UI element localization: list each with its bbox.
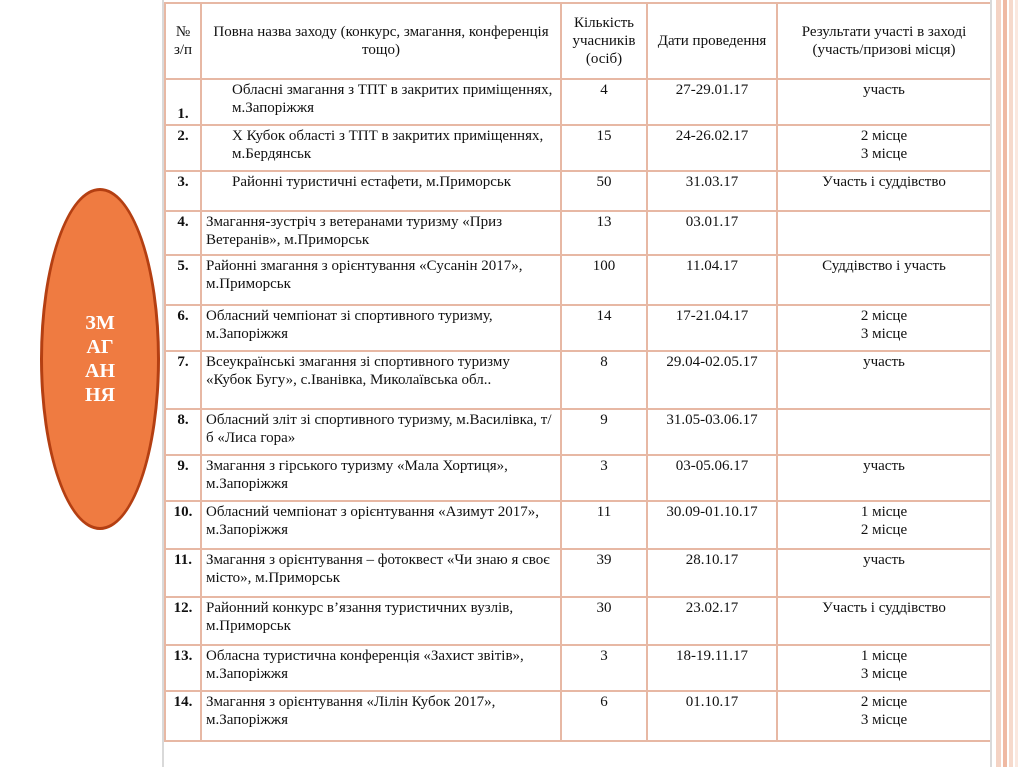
participant-count-text: 50 <box>596 174 612 190</box>
event-dates <box>647 255 777 305</box>
row-number-text: 14. <box>173 694 193 710</box>
event-name-text: Змагання-зустріч з ветеранами туризму «Приз Ветеранів», м.Приморськ <box>206 214 503 248</box>
event-dates-text: 31.05-03.06.17 <box>666 412 758 428</box>
header-name: Повна назва заходу (конкурс, змагання, конференція тощо) <box>201 3 561 79</box>
event-name <box>201 125 561 171</box>
event-result <box>777 549 991 597</box>
event-dates <box>647 501 777 549</box>
decorative-stripe <box>996 0 1001 767</box>
event-dates-text: 03-05.06.17 <box>675 458 749 474</box>
event-result <box>777 79 991 125</box>
event-result <box>777 305 991 351</box>
participant-count-text: 4 <box>600 82 608 98</box>
event-name <box>201 351 561 409</box>
row-number-text: 5. <box>177 258 189 274</box>
event-dates-text: 11.04.17 <box>686 258 738 274</box>
row-number <box>165 255 201 305</box>
event-result <box>777 455 991 501</box>
participant-count-text: 13 <box>596 214 612 230</box>
event-result <box>777 501 991 549</box>
row-number <box>165 125 201 171</box>
participant-count <box>561 305 647 351</box>
competitions-table <box>164 2 992 742</box>
event-name-text: Районний конкурс в’язання туристичних вузлів, м.Приморськ <box>206 600 514 634</box>
participant-count <box>561 691 647 741</box>
event-result-text: Участь і суддівство <box>822 600 946 616</box>
event-dates <box>647 597 777 645</box>
row-number-text: 3. <box>177 174 189 190</box>
row-number <box>165 305 201 351</box>
table-row <box>165 79 991 125</box>
row-number <box>165 351 201 409</box>
event-dates <box>647 645 777 691</box>
participant-count <box>561 211 647 255</box>
event-name <box>201 171 561 211</box>
row-number-text: 13. <box>173 648 193 664</box>
event-name <box>201 305 561 351</box>
event-result-text: 1 місце 2 місце <box>860 504 908 538</box>
event-result-text: 2 місце 3 місце <box>860 308 908 342</box>
event-result <box>777 125 991 171</box>
event-name-text: Обласні змагання з ТПТ в закритих приміщеннях, м.Запоріжжя <box>232 82 553 116</box>
participant-count <box>561 79 647 125</box>
table-row <box>165 409 991 455</box>
event-result <box>777 211 991 255</box>
participant-count-text: 8 <box>600 354 608 370</box>
row-number <box>165 171 201 211</box>
participant-count-text: 3 <box>600 648 608 664</box>
participant-count <box>561 125 647 171</box>
event-dates-text: 23.02.17 <box>685 600 739 616</box>
decorative-stripe <box>1015 0 1018 767</box>
participant-count <box>561 501 647 549</box>
event-name-text: Районні туристичні естафети, м.Приморськ <box>232 174 512 190</box>
event-dates <box>647 691 777 741</box>
row-number-text: 7. <box>177 354 189 370</box>
event-name-text: Обласна туристична конференція «Захист звітів», м.Запоріжжя <box>206 648 524 682</box>
event-name-text: Обласний зліт зі спортивного туризму, м.Василівка, т/б «Лиса гора» <box>206 412 552 446</box>
event-name-text: Районні змагання з орієнтування «Сусанін 2017», м.Приморськ <box>206 258 523 292</box>
row-number-text: 8. <box>177 412 189 428</box>
participant-count <box>561 171 647 211</box>
event-result <box>777 691 991 741</box>
event-dates <box>647 305 777 351</box>
event-name <box>201 211 561 255</box>
participant-count-text: 9 <box>600 412 608 428</box>
table-row <box>165 125 991 171</box>
participant-count <box>561 597 647 645</box>
event-result <box>777 645 991 691</box>
row-number <box>165 597 201 645</box>
event-dates-text: 28.10.17 <box>685 552 739 568</box>
table-row <box>165 597 991 645</box>
event-result <box>777 171 991 211</box>
event-dates-text: 18-19.11.17 <box>676 648 748 664</box>
header-dates: Дати проведення <box>647 3 777 79</box>
event-dates-text: 01.10.17 <box>685 694 739 710</box>
row-number-text: 2. <box>177 128 189 144</box>
row-number-text: 11. <box>174 552 192 568</box>
event-dates-text: 30.09-01.10.17 <box>666 504 758 520</box>
participant-count <box>561 255 647 305</box>
row-number <box>165 501 201 549</box>
table-row <box>165 455 991 501</box>
event-name <box>201 79 561 125</box>
event-dates <box>647 351 777 409</box>
event-result-text: Участь і суддівство <box>822 174 946 190</box>
participant-count <box>561 409 647 455</box>
participant-count-text: 14 <box>596 308 612 324</box>
event-dates <box>647 211 777 255</box>
participant-count-text: 3 <box>600 458 608 474</box>
row-number-text: 10. <box>173 504 193 520</box>
event-result-text: 1 місце 3 місце <box>860 648 908 682</box>
participant-count-text: 11 <box>596 504 612 520</box>
event-dates-text: 29.04-02.05.17 <box>666 354 758 370</box>
event-name-text: Змагання з гірського туризму «Мала Хортиця», м.Запоріжжя <box>206 458 508 492</box>
participant-count-text: 15 <box>596 128 612 144</box>
event-name <box>201 501 561 549</box>
table-row <box>165 691 991 741</box>
table-row <box>165 351 991 409</box>
event-result-text: участь <box>863 458 905 474</box>
row-number <box>165 455 201 501</box>
header-result: Результати участі в заході (участь/призові місця) <box>777 3 991 79</box>
participant-count <box>561 455 647 501</box>
table-row <box>165 501 991 549</box>
participant-count <box>561 645 647 691</box>
table-row <box>165 645 991 691</box>
event-name <box>201 597 561 645</box>
row-number <box>165 549 201 597</box>
row-number-text: 6. <box>177 308 189 324</box>
row-number <box>165 211 201 255</box>
event-dates <box>647 79 777 125</box>
event-dates-text: 17-21.04.17 <box>675 308 749 324</box>
row-number <box>165 409 201 455</box>
decorative-stripe <box>1009 0 1013 767</box>
event-name-text: Змагання з орієнтування «Лілін Кубок 2017», м.Запоріжжя <box>206 694 496 728</box>
participant-count-text: 30 <box>596 600 612 616</box>
event-result <box>777 351 991 409</box>
row-number-text: 12. <box>173 600 193 616</box>
decorative-stripe <box>1003 0 1007 767</box>
header-num: № з/п <box>165 3 201 79</box>
table-row <box>165 211 991 255</box>
side-label-text: ЗМАГАННЯ <box>85 312 115 406</box>
event-result-text: 2 місце 3 місце <box>860 128 908 162</box>
event-dates <box>647 409 777 455</box>
header-count: Кількість учасників (осіб) <box>561 3 647 79</box>
side-label-oval <box>40 188 160 530</box>
participant-count-text: 6 <box>600 694 608 710</box>
event-dates-text: 03.01.17 <box>685 214 739 230</box>
event-name-text: Всеукраїнські змагання зі спортивного туризму «Кубок Бугу», с.Іванівка, Миколаївська обл.. <box>206 354 510 388</box>
event-result-text: участь <box>863 552 905 568</box>
event-result-text: Суддівство і участь <box>822 258 946 274</box>
event-result-text: участь <box>863 354 905 370</box>
event-dates <box>647 171 777 211</box>
event-dates <box>647 125 777 171</box>
event-name <box>201 691 561 741</box>
row-number-text: 1. <box>177 106 189 122</box>
event-name-text: Обласний чемпіонат з орієнтування «Азимут 2017», м.Запоріжжя <box>206 504 539 538</box>
table-row <box>165 255 991 305</box>
event-result-text: 2 місце 3 місце <box>860 694 908 728</box>
table-row <box>165 549 991 597</box>
table-header-row <box>165 3 991 79</box>
row-number <box>165 691 201 741</box>
event-name-text: Змагання з орієнтування – фотоквест «Чи знаю я своє місто», м.Приморськ <box>206 552 550 586</box>
event-name-text: Х Кубок області з ТПТ в закритих приміщеннях, м.Бердянськ <box>232 128 544 162</box>
participant-count-text: 39 <box>596 552 612 568</box>
event-name <box>201 409 561 455</box>
participant-count <box>561 549 647 597</box>
row-number-text: 9. <box>177 458 189 474</box>
participant-count-text: 100 <box>592 258 616 274</box>
event-name <box>201 455 561 501</box>
event-result-text: участь <box>863 82 905 98</box>
event-dates <box>647 455 777 501</box>
event-dates-text: 31.03.17 <box>685 174 739 190</box>
event-name <box>201 645 561 691</box>
row-number-text: 4. <box>177 214 189 230</box>
event-result <box>777 409 991 455</box>
event-dates <box>647 549 777 597</box>
event-name <box>201 549 561 597</box>
event-name-text: Обласний чемпіонат зі спортивного туризму, м.Запоріжжя <box>206 308 493 342</box>
event-dates-text: 27-29.01.17 <box>675 82 749 98</box>
table-row <box>165 171 991 211</box>
participant-count <box>561 351 647 409</box>
table-row <box>165 305 991 351</box>
row-number <box>165 79 201 125</box>
table-body <box>165 79 991 741</box>
event-dates-text: 24-26.02.17 <box>675 128 749 144</box>
row-number <box>165 645 201 691</box>
event-result <box>777 597 991 645</box>
event-name <box>201 255 561 305</box>
event-result <box>777 255 991 305</box>
